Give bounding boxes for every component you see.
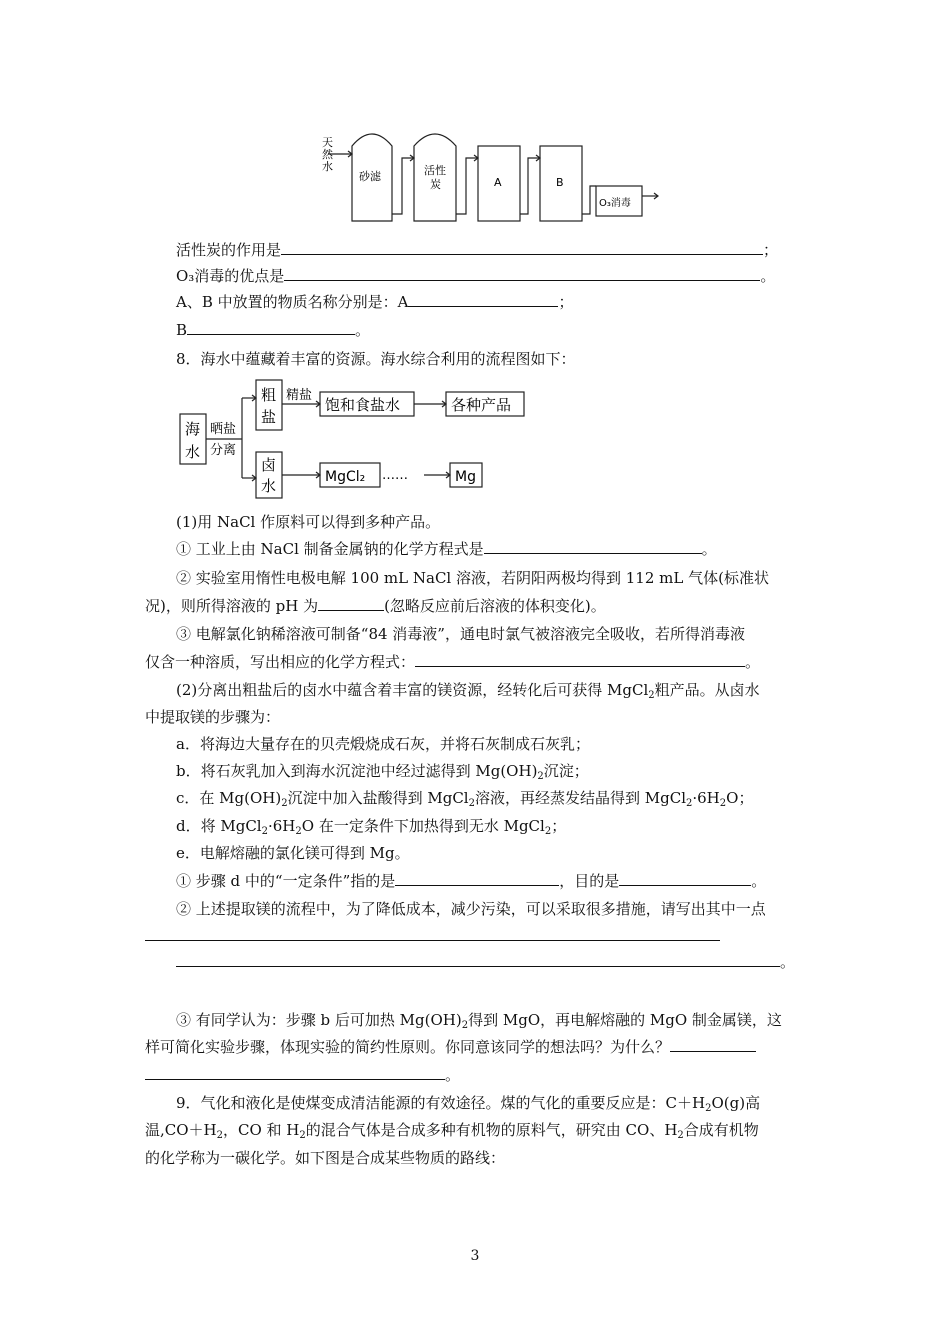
- crude-salt-label: 粗: [261, 386, 277, 404]
- subscript: 2: [544, 826, 552, 837]
- sand-filter-label: 砂滤: [359, 170, 381, 183]
- q8-r5: [145, 1065, 460, 1085]
- q8-p7: [176, 680, 760, 700]
- subscript: 2: [295, 826, 302, 837]
- q7-line-1: [176, 240, 778, 260]
- step-b: [176, 761, 589, 781]
- answer-blank[interactable]: [484, 539, 702, 554]
- text: 的混合气体是合成多种有机物的原料气，研究由 CO、H: [305, 1121, 678, 1139]
- text: 。: [745, 653, 761, 671]
- text: 。: [445, 1066, 461, 1084]
- text: 9．气化和液化是使煤变成清洁能源的有效途径。煤的气化的重要反应是：C＋H: [176, 1094, 706, 1112]
- text: 溶液，再经蒸发结晶得到 MgCl: [474, 789, 686, 807]
- q8-intro: 8．海水中蕴藏着丰富的资源。海水综合利用的流程图如下：: [176, 350, 576, 368]
- q8-p5: ③ 电解氯化钠稀溶液可制备“84 消毒液”，通电时氯气被溶液完全吸收，若所得消毒液: [176, 625, 745, 643]
- inlet-label: 天: [322, 136, 333, 149]
- answer-line[interactable]: [176, 966, 780, 967]
- text: 温,CO＋H: [145, 1121, 217, 1139]
- tank-a-label: A: [494, 176, 502, 189]
- o3-label: O₃消毒: [599, 198, 631, 209]
- text: ；: [551, 817, 567, 835]
- text: 况)，则所得溶液的 pH 为: [145, 597, 319, 615]
- answer-blank[interactable]: [408, 292, 558, 307]
- subscript: 2: [537, 771, 544, 782]
- refine-label: 精盐: [286, 388, 313, 403]
- step1-label: 晒盐: [210, 422, 237, 437]
- brine-label: 卤: [261, 456, 277, 474]
- subscript: 2: [261, 826, 268, 837]
- text: d．将 MgCl: [176, 817, 262, 835]
- text: O；: [726, 789, 754, 807]
- answer-blank[interactable]: [145, 1065, 445, 1080]
- q8-r3: [176, 1010, 782, 1030]
- text: 粗产品。从卤水: [654, 681, 760, 699]
- q7-line-3: [176, 292, 573, 312]
- text: ；: [763, 241, 779, 259]
- inlet-label: 水: [322, 160, 333, 173]
- text: c．在 Mg(OH): [176, 789, 282, 807]
- text: ① 工业上由 NaCl 制备金属钠的化学方程式是: [176, 540, 484, 558]
- subscript: 2: [299, 1130, 306, 1141]
- q9-line-2: [145, 1120, 759, 1140]
- step-e: e．电解熔融的氯化镁可得到 Mg。: [176, 844, 410, 862]
- text: 合成有机物: [683, 1121, 759, 1139]
- text: O₃消毒的优点是: [176, 267, 285, 285]
- text: ；: [558, 293, 574, 311]
- text: ③ 有同学认为：步骤 b 后可加热 Mg(OH): [176, 1011, 462, 1029]
- carbon-label: 活性: [424, 164, 446, 177]
- q8-r2-end: 。: [780, 953, 796, 971]
- page-number: 3: [470, 1248, 480, 1264]
- step1-label: 分离: [210, 443, 237, 458]
- mg-label: Mg: [455, 469, 476, 485]
- answer-blank[interactable]: [187, 320, 355, 335]
- answer-blank[interactable]: [281, 240, 763, 255]
- text: 得到 MgO，再电解熔融的 MgO 制金属镁，这: [468, 1011, 782, 1029]
- text: 。: [760, 267, 776, 285]
- carbon-label: 炭: [430, 178, 441, 191]
- q9-line-3: 的化学称为一碳化学。如下图是合成某些物质的路线：: [145, 1149, 506, 1167]
- answer-line[interactable]: [145, 940, 720, 941]
- q8-p2: [176, 539, 717, 559]
- subscript: 2: [677, 1130, 684, 1141]
- answer-blank[interactable]: [619, 871, 751, 886]
- text: A、B 中放置的物质名称分别是：A: [176, 293, 409, 311]
- text: (2)分离出粗盐后的卤水中蕴含着丰富的镁资源，经转化后可获得 MgCl: [176, 681, 649, 699]
- answer-blank[interactable]: [395, 871, 559, 886]
- seawater-label: 水: [185, 443, 201, 461]
- subscript: 2: [719, 798, 727, 809]
- answer-blank[interactable]: [670, 1037, 756, 1052]
- crude-salt-label: 盐: [261, 408, 277, 426]
- q8-p6: [145, 652, 760, 672]
- q7-line-2: [176, 266, 775, 286]
- text: ·6H: [692, 789, 720, 807]
- text: (忽略反应前后溶液的体积变化)。: [384, 597, 606, 615]
- text: 活性炭的作用是: [176, 241, 282, 259]
- seawater-flow-diagram: [176, 376, 526, 504]
- text: 样可简化实验步骤，体现实验的简约性原则。你同意该同学的想法吗？为什么？: [145, 1038, 671, 1056]
- text: 。: [751, 872, 767, 890]
- text: 沉淀；: [543, 762, 589, 780]
- q8-r2: ② 上述提取镁的流程中，为了降低成本，减少污染，可以采取很多措施，请写出其中一点: [176, 900, 766, 918]
- q8-p8: 中提取镁的步骤为：: [145, 708, 281, 726]
- text: ① 步骤 d 中的“一定条件”指的是: [176, 872, 396, 890]
- q8-p4: [145, 596, 606, 616]
- tank-b-label: B: [556, 176, 564, 189]
- q8-p1: (1)用 NaCl 作原料可以得到多种产品。: [176, 513, 441, 531]
- text: O 在一定条件下加热得到无水 MgCl: [301, 817, 545, 835]
- text: ·6H: [267, 817, 296, 835]
- step-a: a．将海边大量存在的贝壳煅烧成石灰，并将石灰制成石灰乳；: [176, 735, 590, 753]
- water-treatment-diagram: [318, 124, 663, 228]
- subscript: 2: [468, 798, 475, 809]
- text: B: [176, 321, 188, 339]
- answer-blank[interactable]: [318, 596, 384, 611]
- text: O(g)高: [711, 1094, 761, 1112]
- text: 。: [701, 540, 717, 558]
- subscript: 2: [686, 798, 693, 809]
- text: 仅含一种溶质，写出相应的化学方程式：: [145, 653, 416, 671]
- inlet-label: 然: [322, 148, 333, 161]
- text: 。: [355, 321, 371, 339]
- text: b．将石灰乳加入到海水沉淀池中经过滤得到 Mg(OH): [176, 762, 538, 780]
- subscript: 2: [216, 1130, 223, 1141]
- text: ，CO 和 H: [223, 1121, 300, 1139]
- subscript: 2: [705, 1103, 712, 1114]
- q8-r1: [176, 871, 766, 891]
- q9-line-1: [176, 1093, 760, 1113]
- brine-label: 水: [261, 477, 277, 495]
- text: ，目的是: [559, 872, 620, 890]
- subscript: 2: [648, 690, 655, 701]
- dots-label: ……: [382, 468, 408, 483]
- step-c: [176, 788, 753, 808]
- q8-r4: [145, 1037, 756, 1057]
- seawater-label: 海: [185, 420, 201, 438]
- step-d: [176, 816, 566, 836]
- saturated-brine-label: 饱和食盐水: [325, 396, 401, 414]
- products-label: 各种产品: [451, 396, 512, 414]
- text: 沉淀中加入盐酸得到 MgCl: [287, 789, 469, 807]
- mgcl2-label: MgCl₂: [325, 469, 366, 485]
- q7-line-4: [176, 320, 370, 340]
- answer-blank[interactable]: [284, 266, 760, 281]
- q8-p3: ② 实验室用惰性电极电解 100 mL NaCl 溶液，若阴阳两极均得到 112 mL 气体(标准状: [176, 569, 769, 587]
- subscript: 2: [461, 1020, 469, 1031]
- answer-blank[interactable]: [415, 652, 745, 667]
- subscript: 2: [281, 798, 288, 809]
